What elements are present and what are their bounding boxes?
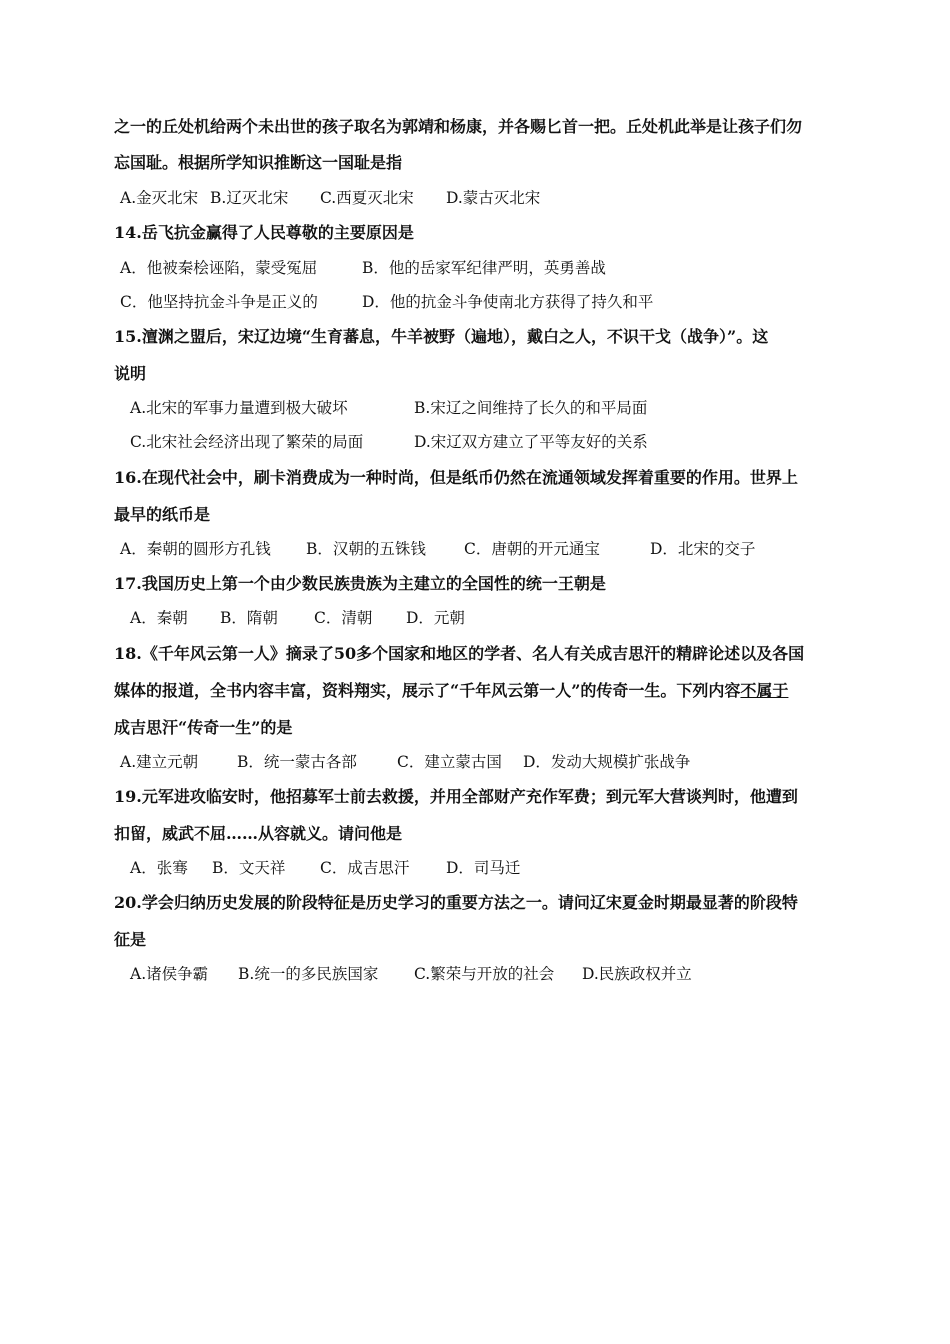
q14-option-c: C．他坚持抗金斗争是正义的	[120, 293, 318, 311]
q20-option-b: B.统一的多民族国家	[238, 965, 379, 983]
q18-options	[120, 750, 690, 774]
q16-option-c: C．唐朝的开元通宝	[464, 540, 600, 558]
q15-option-a: A.北宋的军事力量遭到极大破坏	[130, 399, 348, 417]
q18-stem-line2	[114, 679, 788, 703]
q16-options	[120, 537, 755, 561]
q14-options-row1	[120, 256, 606, 280]
q18-underlined-keyword: 不属于	[740, 681, 789, 700]
q19-option-b: B．文天祥	[212, 859, 286, 877]
q13-options	[120, 186, 540, 210]
q20-option-a: A.诸侯争霸	[130, 965, 209, 983]
q13-stem-line2: 忘国耻。根据所学知识推断这一国耻是指	[114, 153, 403, 172]
q19-options	[130, 856, 520, 880]
q13-option-b: B.辽灭北宋	[210, 189, 289, 207]
q14-option-d: D．他的抗金斗争使南北方获得了持久和平	[362, 293, 654, 311]
q13-option-a: A.金灭北宋	[120, 189, 199, 207]
q16-option-b: B．汉朝的五铢钱	[306, 540, 426, 558]
q16-option-a: A．秦朝的圆形方孔钱	[120, 540, 271, 558]
q14-option-a: A．他被秦桧诬陷，蒙受冤屈	[120, 259, 318, 277]
q15-option-d: D.宋辽双方建立了平等友好的关系	[414, 433, 648, 451]
q18-stem-line3: 成吉思汗“传奇一生”的是	[114, 718, 293, 737]
q19-option-d: D．司马迁	[446, 859, 521, 877]
q15-stem-line1: 15.澶渊之盟后，宋辽边境“生育蕃息，牛羊被野（遍地），戴白之人，不识干戈（战争）”。这	[114, 327, 769, 346]
q15-option-c: C.北宋社会经济出现了繁荣的局面	[130, 433, 364, 451]
q20-stem-line2: 征是	[114, 930, 147, 949]
q16-stem-line1: 16.在现代社会中，刷卡消费成为一种时尚，但是纸币仍然在流通领域发挥着重要的作用。世界上	[114, 468, 798, 487]
q16-stem-line2: 最早的纸币是	[114, 505, 211, 524]
q18-stem-line2-text: 媒体的报道，全书内容丰富，资料翔实，展示了“千年风云第一人”的传奇一生。下列内容	[114, 681, 741, 700]
q14-stem: 14.岳飞抗金赢得了人民尊敬的主要原因是	[114, 223, 414, 242]
q18-option-d: D．发动大规模扩张战争	[523, 753, 691, 771]
q19-stem-line2: 扣留，威武不屈……从容就义。请问他是	[114, 824, 403, 843]
q20-option-c: C.繁荣与开放的社会	[414, 965, 555, 983]
q19-option-c: C．成吉思汗	[320, 859, 410, 877]
q17-options	[130, 606, 465, 630]
q18-stem-line1: 18.《千年风云第一人》摘录了50多个国家和地区的学者、名人有关成吉思汗的精辟论述以及各国	[114, 644, 805, 663]
q19-option-a: A．张骞	[130, 859, 188, 877]
q20-options	[130, 962, 692, 986]
q17-option-a: A．秦朝	[130, 609, 188, 627]
q13-option-c: C.西夏灭北宋	[320, 189, 414, 207]
q17-stem: 17.我国历史上第一个由少数民族贵族为主建立的全国性的统一王朝是	[114, 574, 606, 593]
q15-option-b: B.宋辽之间维持了长久的和平局面	[414, 399, 648, 417]
q14-option-b: B．他的岳家军纪律严明，英勇善战	[362, 259, 606, 277]
q20-stem-line1: 20.学会归纳历史发展的阶段特征是历史学习的重要方法之一。请问辽宋夏金时期最显著的阶段特	[114, 893, 798, 912]
q15-stem-line2: 说明	[114, 364, 147, 383]
q18-option-a: A.建立元朝	[120, 753, 199, 771]
q17-option-d: D．元朝	[406, 609, 465, 627]
q13-option-d: D.蒙古灭北宋	[446, 189, 541, 207]
q15-options-row2	[130, 430, 648, 454]
q18-option-b: B．统一蒙古各部	[237, 753, 357, 771]
q16-option-d: D．北宋的交子	[650, 540, 756, 558]
q18-option-c: C．建立蒙古国	[397, 753, 502, 771]
q17-option-c: C．清朝	[314, 609, 373, 627]
q19-stem-line1: 19.元军进攻临安时，他招募军士前去救援，并用全部财产充作军费；到元军大营谈判时，他遭到	[114, 787, 798, 806]
q17-option-b: B．隋朝	[220, 609, 278, 627]
q15-options-row1	[130, 396, 647, 420]
q14-options-row2	[120, 290, 653, 314]
q13-stem-line1: 之一的丘处机给两个未出世的孩子取名为郭靖和杨康，并各赐匕首一把。丘处机此举是让孩子们勿	[114, 117, 803, 136]
q20-option-d: D.民族政权并立	[582, 965, 692, 983]
